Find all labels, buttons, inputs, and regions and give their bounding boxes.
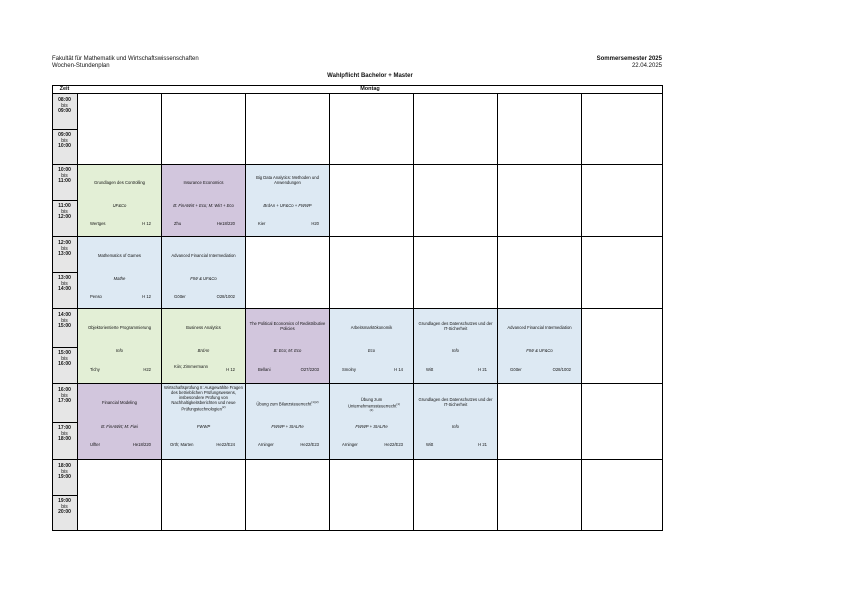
- course-lecturer: Orth; Marten: [170, 442, 194, 447]
- time-end: 20:00: [58, 509, 71, 516]
- course-room: He22/E24: [216, 442, 235, 447]
- time-slot-label: [52, 204, 77, 221]
- course-block[interactable]: [78, 164, 161, 236]
- time-start: 18:00: [58, 463, 71, 469]
- course-program: Info: [452, 348, 459, 353]
- course-block[interactable]: [414, 384, 497, 459]
- course-title: Objektorientierte Programmierung: [87, 325, 152, 330]
- course-room: He22/E23: [384, 442, 403, 447]
- time-start: 14:00: [58, 312, 71, 318]
- course-lecturer: Götter: [174, 294, 186, 299]
- course-lecturer: Arninger: [258, 442, 274, 447]
- hour-divider: [52, 272, 77, 273]
- row-divider: [52, 383, 663, 384]
- course-lecturer: Witt: [426, 442, 434, 447]
- time-start: 11:00: [58, 203, 71, 209]
- course-block[interactable]: [246, 164, 329, 236]
- course-block[interactable]: [246, 384, 329, 459]
- time-end: 15:00: [58, 323, 71, 330]
- course-room: H 21: [478, 367, 487, 372]
- plan-type: Wochen-Stundenplan: [52, 63, 110, 69]
- hour-divider: [52, 347, 77, 348]
- course-block[interactable]: [498, 309, 581, 383]
- course-lecturer: Smolny: [342, 367, 356, 372]
- course-lecturer: Wertges: [90, 221, 106, 226]
- course-title: The Political Economics of Redistributive Policies: [249, 321, 326, 331]
- hour-divider: [52, 129, 77, 130]
- faculty-name: Fakultät für Mathematik und Wirtschaftswissenschaften: [52, 56, 199, 62]
- course-program: Mathe: [113, 276, 126, 281]
- course-lecturer: Kier: [258, 221, 266, 226]
- time-slot-label: [52, 388, 77, 405]
- row-divider: [52, 236, 663, 237]
- hour-divider: [52, 495, 77, 496]
- time-start: 17:00: [58, 425, 71, 431]
- day-header-montag: Montag: [360, 86, 380, 92]
- course-program: B: FinAWirt; M: Fiwi: [101, 424, 138, 429]
- time-end: 10:00: [58, 143, 71, 150]
- course-lecturer: Zhu: [174, 221, 182, 226]
- course-program: FIW & UF&Co: [526, 348, 553, 353]
- course-lecturer: Ulfter: [90, 442, 101, 447]
- time-end: 11:00: [58, 178, 71, 185]
- course-block[interactable]: [78, 237, 161, 308]
- course-block[interactable]: [162, 384, 245, 459]
- time-slot-label: [52, 351, 77, 368]
- course-title: Wirtschaftsprüfung II: Ausgewählte Fragen des betrieblichen Prüfungswesens, insbesondere Prüfung von Nachhaltigkeitsberichten und neue Prüfungstechnologien$^{(2)}$: [164, 385, 243, 412]
- time-end: 12:00: [58, 214, 71, 221]
- course-room: He18/220: [216, 221, 235, 226]
- timetable: [52, 85, 663, 531]
- time-slot-label: [52, 499, 77, 516]
- course-lecturer: Bellani: [258, 367, 271, 372]
- course-program: FWWP: [196, 424, 211, 429]
- time-slot-label: [52, 168, 77, 185]
- course-title: Financial Modeling: [102, 400, 137, 405]
- time-bis: bis: [61, 468, 68, 475]
- time-bis: bis: [61, 355, 68, 362]
- zeit-header: Zeit: [59, 86, 70, 92]
- hour-divider: [52, 422, 77, 423]
- course-program: B: FinAWirt + Eco; M: Wirt + Eco: [173, 203, 234, 208]
- time-slot-label: [52, 313, 77, 330]
- time-start: 09:00: [58, 132, 71, 138]
- course-block[interactable]: [162, 237, 245, 308]
- course-lecturer: Arninger: [342, 442, 358, 447]
- course-room: O28/1002: [552, 367, 571, 372]
- time-start: 12:00: [58, 240, 71, 246]
- course-title: Business Analytics: [186, 325, 221, 330]
- course-title: Advanced Financial Intermediation: [507, 325, 572, 330]
- time-bis: bis: [61, 503, 68, 510]
- course-room: O28/1002: [216, 294, 235, 299]
- course-title: Grundlagen des Controlling: [94, 180, 145, 185]
- course-room: H 14: [394, 367, 403, 372]
- time-end: 19:00: [58, 474, 71, 481]
- semester: Sommersemester 2025: [596, 56, 662, 62]
- course-program: BrdAn + UF&Co + FWWP: [263, 203, 312, 208]
- time-bis: bis: [61, 172, 68, 179]
- column-divider: [161, 93, 162, 531]
- course-program: FIW & UF&Co: [190, 276, 217, 281]
- course-room: H 12: [142, 221, 151, 226]
- time-start: 16:00: [58, 387, 71, 393]
- course-program: FWWP + StALRe: [355, 424, 388, 429]
- course-block[interactable]: [162, 309, 245, 383]
- time-start: 13:00: [58, 275, 71, 281]
- time-slot-label: [52, 133, 77, 150]
- time-start: 19:00: [58, 498, 71, 504]
- grid-border-top: [52, 85, 663, 86]
- course-room: H22: [143, 367, 151, 372]
- course-block[interactable]: [330, 384, 413, 459]
- column-divider: [413, 93, 414, 531]
- row-divider: [52, 164, 663, 165]
- course-title: Übung zum Unternehmenssteuerrecht$^{(1)(2)}$: [348, 397, 401, 413]
- course-title: Arbeitsmarktökonomik: [350, 325, 393, 330]
- course-block[interactable]: [162, 164, 245, 236]
- time-start: 10:00: [58, 167, 71, 173]
- course-room: O27/2203: [300, 367, 319, 372]
- column-divider: [329, 93, 330, 531]
- course-program: B: Eco; M: Eco: [273, 348, 302, 353]
- course-title: Grundlagen des Datenschutzes und der IT-Sicherheit: [418, 321, 493, 331]
- course-program: FWWP + StALRe: [271, 424, 304, 429]
- course-room: He18/220: [132, 442, 151, 447]
- grid-border-bottom: [52, 530, 663, 531]
- course-program: Info: [116, 348, 123, 353]
- time-slot-label: [52, 276, 77, 293]
- plan-date: 22.04.2025: [631, 63, 662, 69]
- course-lecturer: Witt: [426, 367, 434, 372]
- time-end: 13:00: [58, 251, 71, 258]
- time-end: 18:00: [58, 436, 71, 443]
- time-bis: bis: [61, 245, 68, 252]
- course-lecturer: Götter: [510, 367, 522, 372]
- time-end: 16:00: [58, 361, 71, 368]
- column-divider: [77, 93, 78, 531]
- time-bis: bis: [61, 430, 68, 437]
- hour-divider: [52, 200, 77, 201]
- course-block[interactable]: [78, 309, 161, 383]
- course-title: Advanced Financial Intermediation: [171, 253, 236, 258]
- course-title: Übung zum Bilanzsteuerrecht$^{(1)(2)}$: [256, 400, 319, 407]
- time-end: 14:00: [58, 286, 71, 293]
- time-start: 08:00: [58, 97, 71, 103]
- time-bis: bis: [61, 392, 68, 399]
- time-bis: bis: [61, 208, 68, 215]
- time-slot-label: [52, 241, 77, 258]
- column-divider: [581, 93, 582, 531]
- course-lecturer: Penso: [90, 294, 102, 299]
- time-bis: bis: [61, 137, 68, 144]
- header-separator: [52, 93, 663, 94]
- program-title: Wahlpflicht Bachelor + Master: [327, 73, 413, 79]
- course-title: Insurance Economics: [183, 180, 224, 185]
- course-room: H20: [311, 221, 319, 226]
- time-slot-label: [52, 464, 77, 481]
- time-bis: bis: [61, 102, 68, 109]
- course-block[interactable]: [414, 309, 497, 383]
- course-lecturer: Kiin; Zimmermann: [174, 364, 208, 369]
- course-room: H 12: [226, 367, 235, 372]
- row-divider: [52, 308, 663, 309]
- course-program: UF&Co: [112, 203, 127, 208]
- course-room: H 12: [142, 294, 151, 299]
- course-block[interactable]: [78, 384, 161, 459]
- course-room: H 21: [478, 442, 487, 447]
- column-divider: [245, 93, 246, 531]
- row-divider: [52, 459, 663, 460]
- time-slot-label: [52, 98, 77, 115]
- course-room: He22/E23: [300, 442, 319, 447]
- course-title: Mathematics of Games: [97, 253, 142, 258]
- time-slot-label: [52, 426, 77, 443]
- column-divider: [497, 93, 498, 531]
- time-start: 15:00: [58, 350, 71, 356]
- course-program: BrdAn: [197, 348, 210, 353]
- time-bis: bis: [61, 317, 68, 324]
- time-end: 09:00: [58, 108, 71, 115]
- course-title: Big Data Analytics: Methoden und Anwendungen: [256, 175, 319, 185]
- course-title: Grundlagen des Datenschutzes und der IT-Sicherheit: [418, 397, 493, 407]
- course-block[interactable]: [246, 309, 329, 383]
- time-bis: bis: [61, 280, 68, 287]
- course-program: Info: [452, 424, 459, 429]
- course-block[interactable]: [330, 309, 413, 383]
- course-lecturer: Tichy: [90, 367, 100, 372]
- time-end: 17:00: [58, 398, 71, 405]
- course-program: Eco: [367, 348, 376, 353]
